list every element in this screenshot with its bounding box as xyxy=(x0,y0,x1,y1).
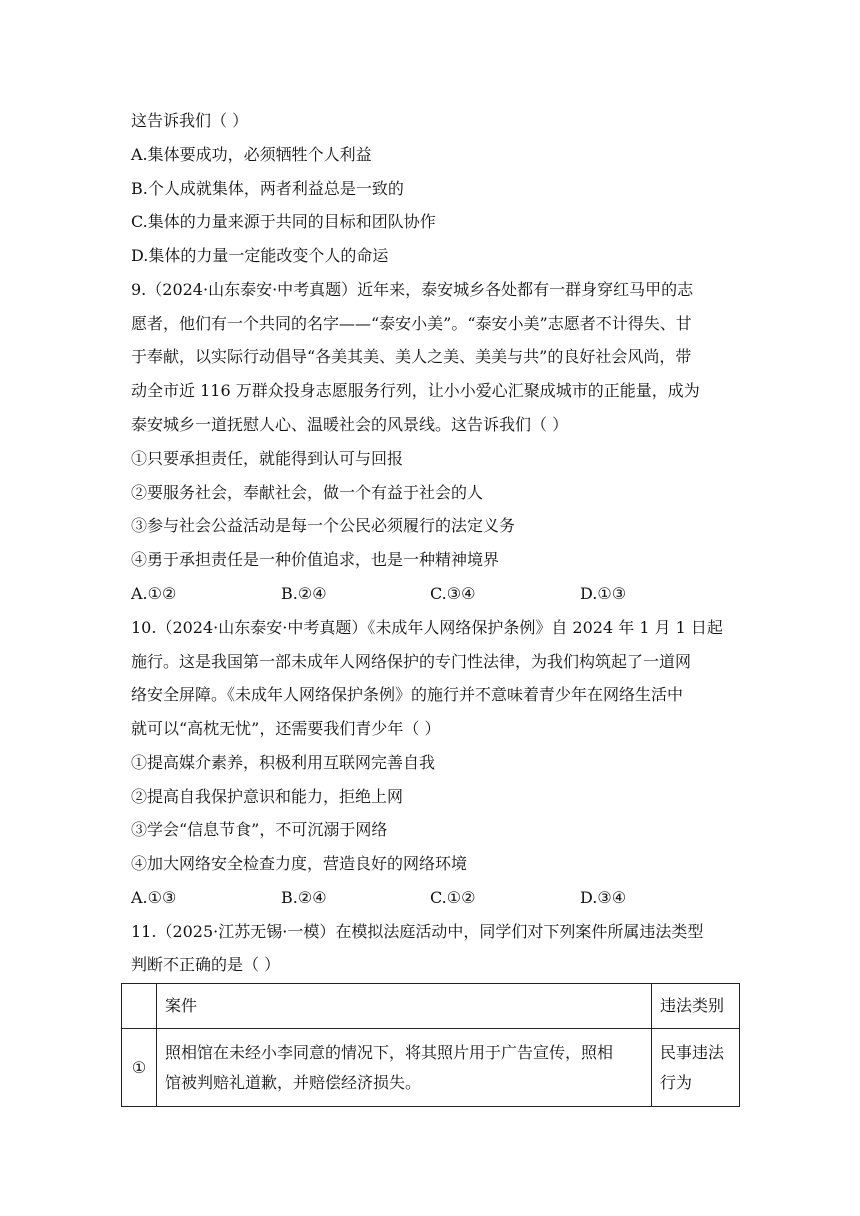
q9-choice-d: D.①③ xyxy=(580,584,627,603)
q10-choice-c: C.①② xyxy=(430,888,476,907)
table-header-type: 违法类别 xyxy=(652,984,740,1029)
q9-stem-line: 动全市近 116 万群众投身志愿服务行列，让小小爱心汇聚成城市的正能量，成为 xyxy=(131,381,700,400)
q9-stem-line: 泰安城乡一道抚慰人心、温暖社会的风景线。这告诉我们（ ） xyxy=(131,415,569,434)
case-table xyxy=(121,983,740,1107)
table-header-row xyxy=(122,984,740,1029)
q9-stem-line: 9.（2024·山东泰安·中考真题）近年来，泰安城乡各处都有一群身穿红马甲的志 xyxy=(131,280,694,299)
q8-stem-tail: 这告诉我们（ ） xyxy=(131,111,249,130)
q9-statement-1: ①只要承担责任，就能得到认可与回报 xyxy=(131,449,404,468)
q8-option-b: B.个人成就集体，两者利益总是一致的 xyxy=(131,179,404,198)
q9-statement-3: ③参与社会公益活动是每一个公民必须履行的法定义务 xyxy=(131,516,516,535)
q10-choice-d: D.③④ xyxy=(580,888,627,907)
q11-stem-line: 判断不正确的是（ ） xyxy=(131,955,281,974)
q9-choice-b: B.②④ xyxy=(281,584,327,603)
table-header-index xyxy=(122,984,157,1029)
q10-choice-a: A.①③ xyxy=(131,888,177,907)
q9-statement-2: ②要服务社会，奉献社会，做一个有益于社会的人 xyxy=(131,483,484,502)
q10-stem-line: 施行。这是我国第一部未成年人网络保护的专门性法律，为我们构筑起了一道网 xyxy=(131,652,692,671)
q9-choice-c: C.③④ xyxy=(430,584,476,603)
case-text-line: 照相馆在未经小李同意的情况下，将其照片用于广告宣传，照相 xyxy=(165,1042,614,1062)
row-case-description xyxy=(157,1029,652,1107)
q11-stem-line: 11.（2025·江苏无锡·一模）在模拟法庭活动中，同学们对下列案件所属违法类型 xyxy=(131,922,704,941)
q10-statement-2: ②提高自我保护意识和能力，拒绝上网 xyxy=(131,787,404,806)
q9-stem-line: 于奉献，以实际行动倡导“各美其美、美人之美、美美与共”的良好社会风尚，带 xyxy=(131,347,692,366)
q9-statement-4: ④勇于承担责任是一种价值追求，也是一种精神境界 xyxy=(131,550,500,569)
table-header-case: 案件 xyxy=(157,984,652,1029)
q9-choice-a: A.①② xyxy=(131,584,177,603)
table-row xyxy=(122,1029,740,1107)
row-violation-type xyxy=(652,1029,740,1107)
q10-statement-1: ①提高媒介素养，积极利用互联网完善自我 xyxy=(131,753,436,772)
type-text-line: 民事违法 xyxy=(660,1042,725,1062)
case-text-line: 馆被判赔礼道歉，并赔偿经济损失。 xyxy=(165,1072,422,1092)
q10-statement-3: ③学会“信息节食”，不可沉溺于网络 xyxy=(131,820,388,839)
q9-stem-line: 愿者，他们有一个共同的名字——“泰安小美”。“泰安小美”志愿者不计得失、甘 xyxy=(131,314,692,333)
q10-statement-4: ④加大网络安全检查力度，营造良好的网络环境 xyxy=(131,854,468,873)
row-index: ① xyxy=(122,1029,157,1107)
q10-choice-b: B.②④ xyxy=(281,888,327,907)
q10-stem-line: 就可以“高枕无忧”，还需要我们青少年（ ） xyxy=(131,719,441,738)
type-text-line: 行为 xyxy=(660,1072,693,1092)
q10-stem-line: 络安全屏障。《未成年人网络保护条例》的施行并不意味着青少年在网络生活中 xyxy=(131,685,684,704)
q10-stem-line: 10.（2024·山东泰安·中考真题）《未成年人网络保护条例》自 2024 年 1 月 1 日起 xyxy=(131,618,723,637)
q8-option-a: A.集体要成功，必须牺牲个人利益 xyxy=(131,145,372,164)
q8-option-d: D.集体的力量一定能改变个人的命运 xyxy=(131,246,389,265)
q8-option-c: C.集体的力量来源于共同的目标和团队协作 xyxy=(131,212,436,231)
